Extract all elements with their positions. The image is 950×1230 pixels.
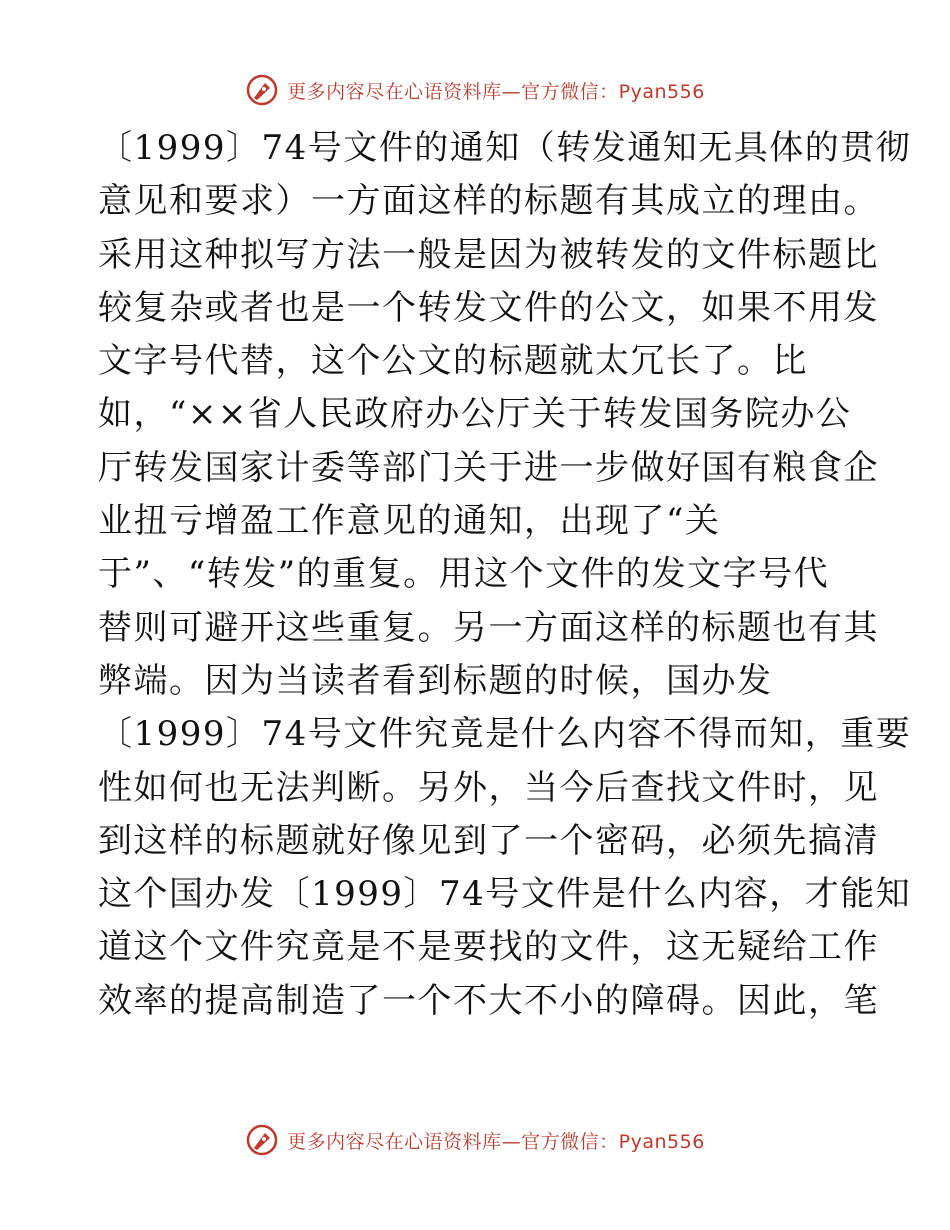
text-line: 效率的提高制造了一个不大不小的障碍。因此，笔 [98,980,879,1021]
text-line: 道这个文件究竟是不是要找的文件，这无疑给工作 [98,927,879,968]
text-line: 如，“××省人民政府办公厅关于转发国务院办公 [98,394,852,435]
text-line: 〔1999〕74号文件究竟是什么内容不得而知，重要 [98,714,912,755]
text-line: 弊端。因为当读者看到标题的时候，国办发 [98,660,773,701]
header-watermark [0,70,950,110]
text-line: 性如何也无法判断。另外，当今后查找文件时，见 [98,767,879,808]
footer-watermark-text: 更多内容尽在心语资料库—官方微信：Pyan556 [287,1130,705,1153]
text-line: 到这样的标题就好像见到了一个密码，必须先搞清 [98,820,879,861]
pen-nib-logo-icon [245,1123,279,1157]
text-line: 文字号代替，这个公文的标题就太冗长了。比 [98,341,808,382]
header-watermark-text: 更多内容尽在心语资料库—官方微信：Pyan556 [287,80,705,103]
pen-nib-logo-icon [245,73,279,107]
text-line: 替则可避开这些重复。另一方面这样的标题也有其 [98,607,879,648]
text-line: 这个国办发〔1999〕74号文件是什么内容，才能知 [98,874,912,915]
text-line: 业扭亏增盈工作意见的通知，出现了“关 [98,501,721,542]
text-line: 厅转发国家计委等部门关于进一步做好国有粮食企 [98,447,879,488]
text-line: 于”、“转发”的重复。用这个文件的发文字号代 [98,554,830,595]
text-line: 意见和要求）一方面这样的标题有其成立的理由。 [98,181,879,222]
text-line: 较复杂或者也是一个转发文件的公文，如果不用发 [98,287,879,328]
text-line: 〔1999〕74号文件的通知（转发通知无具体的贯彻 [98,128,912,168]
document-body [98,122,912,1028]
footer-watermark [0,1120,950,1160]
text-line: 采用这种拟写方法一般是因为被转发的文件标题比 [98,234,879,275]
